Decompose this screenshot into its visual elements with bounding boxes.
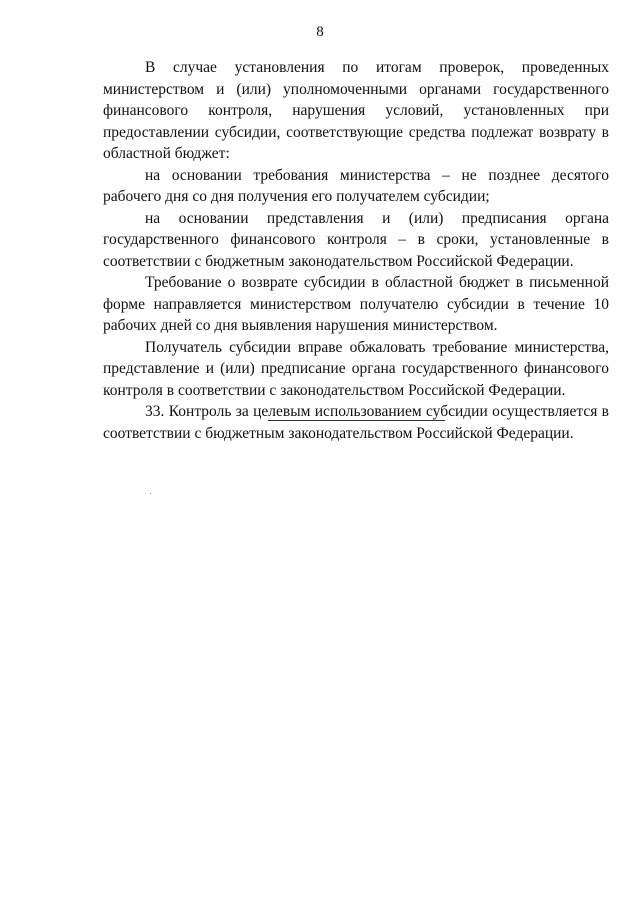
paragraph-clause-33: 33. Контроль за целевым использованием субсидии осуществляется в соответствии с бюджетным законодательством Российской Федерации. xyxy=(103,403,609,442)
paragraph-ministry-requirement: на основании требования министерства – не позднее десятого рабочего дня со дня получения его получателем субсидии; xyxy=(103,166,609,205)
paragraph-refund-conditions: В случае установления по итогам проверок, проведенных министерством и (или) уполномоченными органами государственного финансового контроля, нарушения условий, установленных при предоставлении субсидии, соответствующие средства подлежат возврату в областной бюджет: xyxy=(103,59,609,162)
document-body xyxy=(103,57,609,444)
end-of-text-divider xyxy=(268,420,445,421)
page-number: 8 xyxy=(316,24,324,40)
paragraph-appeal-right: Получатель субсидии вправе обжаловать требование министерства, представление и (или) предписание органа государственного финансового контроля в соответствии с законодательством Российской Федерации. xyxy=(103,338,609,399)
scan-speck xyxy=(150,493,151,494)
paragraph-written-demand: Требование о возврате субсидии в областной бюджет в письменной форме направляется министерством получателю субсидии в течение 10 рабочих дней со дня выявления нарушения министерством. xyxy=(103,274,609,334)
paragraph-control-body-order: на основании представления и (или) предписания органа государственного финансового контроля – в сроки, установленные в соответствии с бюджетным законодательством Российской Федерации. xyxy=(103,209,609,270)
